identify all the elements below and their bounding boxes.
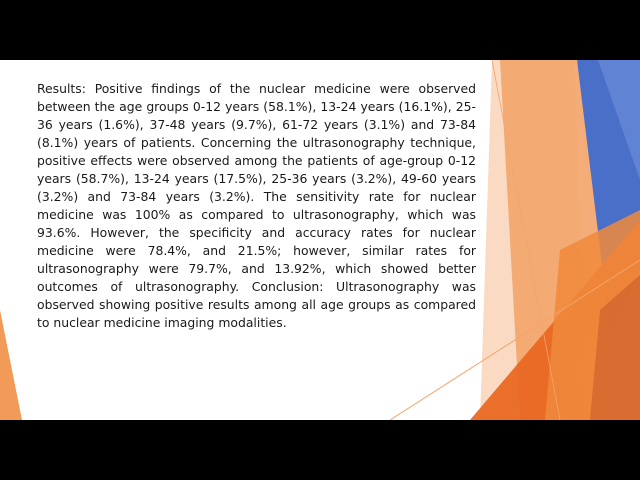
slide-body-text: Results: Positive findings of the nuclear medicine were observed between the age groups 0-12 years (58.1%), 13-24 years (16.1%), 25-36 years (1.6%), 37-48 years (9.7%), 61-72 years (3.1%) and 73-84 (8.1%) years of patients. Concerning the ultrasonography technique, positive effects were observed among the patients of age-group 0-12 years (58.7%), 13-24 years (17.5%), 25-36 years (3.2%), 49-60 years (3.2%) and 73-84 years (3.2%). The sensitivity rate for nuclear medicine was 100% as compared to ultrasonography, which was 93.6%. However, the specificity and accuracy rates for nuclear medicine were 78.4%, and 21.5%; however, similar rates for ultrasonography were 79.7%, and 13.92%, which showed better outcomes of ultrasonography. Conclusion: Ultrasonography was observed showing positive results among all age groups as compared to nuclear medicine imaging modalities. [37,81,476,330]
left-orange-sliver [0,310,22,420]
slide [0,60,640,420]
